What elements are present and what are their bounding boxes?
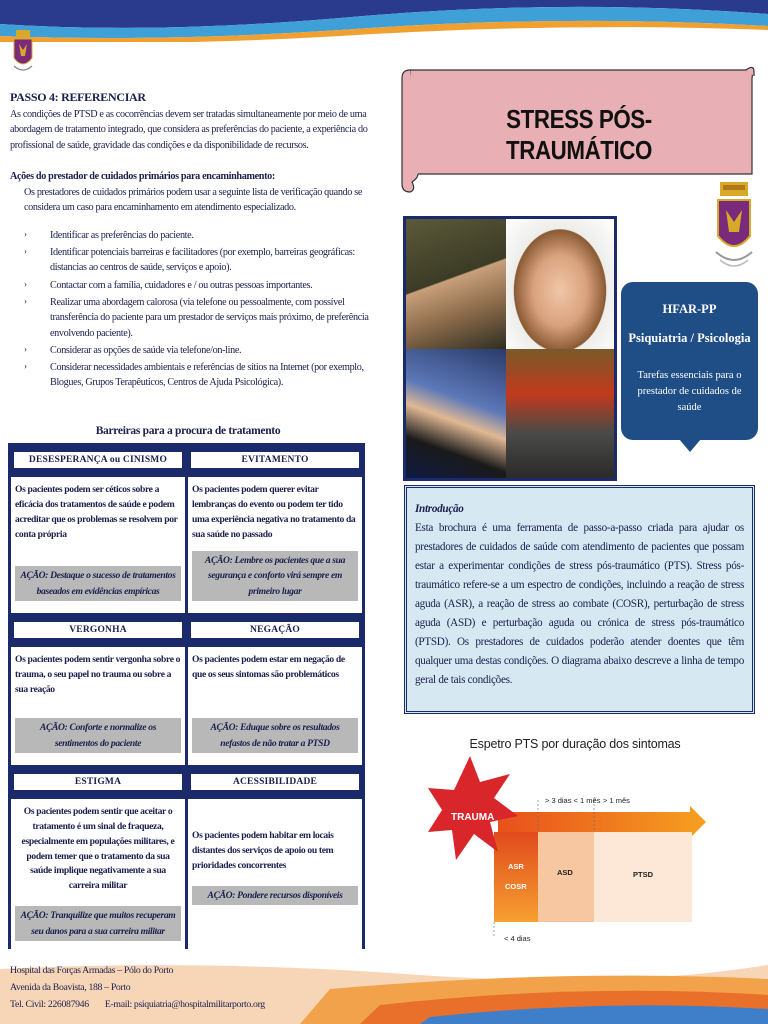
list-item: › Contactar com a família, cuidadores e / ou outras pessoas importantes.: [24, 278, 313, 291]
barrier-action: AÇÃO: Lembre os pacientes que a sua segurança e conforto virá sempre em primeiro lugar: [192, 551, 358, 601]
barrier-cell: [11, 647, 185, 765]
diagram-title: Espetro PTS por duração dos sintomas: [469, 737, 681, 751]
barrier-header: ESTIGMA: [11, 765, 185, 799]
actions-heading: Ações do prestador de cuidados primários para encaminhamento:: [10, 170, 275, 182]
badge-description: Tarefas essenciais para o prestador de cuidados de saúde: [637, 370, 742, 413]
chevron-right-icon: ›: [24, 228, 27, 239]
badge-title: HFAR-PP: [662, 302, 717, 316]
footer-contact: [10, 962, 370, 1013]
barrier-cell: [188, 799, 362, 953]
list-item: › Considerar necessidades ambientais e referências de sítios na Internet (por exemplo, Blogues, Grupos Terapêuticos, Centros de Ajuda Psicológica).: [24, 361, 364, 389]
hospital-crest-large-icon: [714, 182, 754, 274]
chevron-right-icon: ›: [24, 246, 27, 257]
footer-phone: Tel. Civil: 226087946: [10, 999, 89, 1011]
chevron-right-icon: ›: [24, 343, 27, 354]
ptsd-label: PTSD: [633, 870, 654, 879]
barrier-cell: [188, 477, 362, 613]
label-1-month: > 1 mês: [603, 796, 630, 805]
pts-spectrum-diagram: [428, 756, 708, 946]
barrier-cell: [188, 647, 362, 765]
list-item: › Considerar as opções de saúde via telefone/on-line.: [24, 343, 242, 356]
chevron-right-icon: ›: [24, 295, 27, 306]
barrier-header: EVITAMENTO: [188, 443, 362, 477]
asd-box: [538, 832, 594, 922]
department-badge: [621, 282, 758, 440]
referral-section: [10, 88, 370, 393]
intro-heading: Introdução: [415, 503, 464, 515]
soldier-photo: [406, 219, 506, 349]
actions-intro: Os prestadores de cuidados primários podem usar a seguinte lista de verificação quando se considera um caso para encaminhamento em atendimento especializado.: [24, 187, 363, 214]
barrier-header: NEGAÇÃO: [188, 613, 362, 647]
barrier-header: VERGONHA: [11, 613, 185, 647]
footer-email[interactable]: E-mail: psiquiatria@hospitalmilitarporto.org: [104, 999, 265, 1011]
chevron-right-icon: ›: [24, 361, 27, 372]
barrier-text: Os pacientes podem querer evitar lembranças do evento ou podem ter tido uma experiência negativa no tratamento da sua saúde no passado: [192, 484, 356, 540]
label-4-days: < 4 dias: [504, 934, 531, 943]
asr-label: ASR: [508, 862, 524, 871]
barrier-header: ACESSIBILIDADE: [188, 765, 362, 799]
accident-scene-photo: [506, 349, 614, 478]
step-heading: PASSO 4: REFERENCIAR: [10, 90, 146, 104]
barrier-text: Os pacientes podem habitar em locais distantes dos serviços de apoio ou tem prioridades concorrentes: [192, 830, 334, 871]
asr-box: [494, 832, 538, 922]
barrier-text: Os pacientes podem sentir que aceitar o tratamento é um sinal de fraqueza, especialmente em populações militares, e podem temer que o tratamento da sua saúde implique negativamente a sua carreira militar: [21, 806, 175, 892]
footer-address: Avenida da Boavista, 188 – Porto: [10, 982, 131, 994]
label-3-days: > 3 dias < 1 mês: [545, 796, 601, 805]
step-text: As condições de PTSD e as cocorrências devem ser tratadas simultaneamente por meio de uma abordagem de tratamento integrado, que considera as preferências do paciente, a experiência do profissional de saúde, gravidade das condições e da disponibilidade de recursos.: [10, 109, 368, 151]
barrier-cell: [11, 477, 185, 613]
barrier-text: Os pacientes podem estar em negação de que os seus sintomas são problemáticos: [192, 654, 345, 680]
barrier-text: Os pacientes podem ser céticos sobre a eficácia dos tratamentos de saúde e podem acreditar que os problemas se resolvem por conta própria: [15, 484, 178, 540]
trauma-label: TRAUMA: [451, 812, 495, 823]
barrier-action: AÇÃO: Tranquilize que muitos recuperam seu danos para a sua carreira militar: [15, 906, 181, 941]
barrier-text: Os pacientes podem sentir vergonha sobre o trauma, o seu papel no trauma ou sobre a sua reação: [15, 654, 181, 695]
cosr-label: COSR: [505, 882, 527, 891]
asd-label: ASD: [557, 868, 573, 877]
barrier-header: DESESPERANÇA ou CINISMO: [11, 443, 185, 477]
chevron-right-icon: ›: [24, 278, 27, 289]
barrier-action: AÇÃO: Destaque o sucesso de tratamentos baseados em evidências empíricas: [15, 566, 181, 601]
barrier-cell: [11, 799, 185, 953]
top-wave-banner: [0, 0, 768, 42]
barriers-grid: [8, 443, 365, 949]
barriers-title: Barreiras para a procura de tratamento: [95, 425, 281, 437]
barrier-action: AÇÃO: Pondere recursos disponíveis: [192, 886, 358, 905]
barrier-action: AÇÃO: Conforte e normalize os sentimentos do paciente: [15, 718, 181, 753]
hospital-crest-icon: [12, 30, 34, 76]
badge-subtitle: Psiquiatria / Psicologia: [628, 331, 751, 345]
list-item: › Identificar as preferências do paciente.: [24, 228, 194, 241]
introduction-box: [404, 485, 755, 714]
page-title: STRESS PÓS-TRAUMÁTICO: [505, 104, 652, 165]
barrier-action: AÇÃO: Eduque sobre os resultados nefastos de não tratar a PTSD: [192, 718, 358, 753]
photo-collage: [403, 216, 617, 481]
distressed-woman-photo: [506, 219, 614, 349]
police-officer-photo: [406, 349, 506, 478]
list-item: › Realizar uma abordagem calorosa (via telefone ou pessoalmente, com possível transferência do paciente para um prestador de serviços mais próximo, de preferência envolvendo paciente).: [24, 295, 369, 339]
intro-body: Esta brochura é uma ferramenta de passo-a-passo criada para ajudar os prestadores de cuidados de saúde com atendimento de pacientes que possam estar a experimentar condições de stress pós-traumático (PTS). Stress pós-traumático refere-se a um espectro de condições, incluindo a reação de stress aguda (ASR), a reação de stress ao combate (COSR), perturbação de stress aguda (ASD) e perturbação aguda ou crónica de stress pós-traumático (PTSD). Os prestadores de cuidados poderão atender doentes que têm qualquer uma destas condições. O diagrama abaixo descreve a linha de tempo geral de tais condições.: [415, 522, 744, 687]
list-item: › Identificar potenciais barreiras e facilitadores (por exemplo, barreiras geográficas: distancias ao centros de saúde, serviços e apoio).: [24, 246, 355, 274]
referral-checklist: [10, 228, 370, 391]
footer-hospital: Hospital das Forças Armadas – Pólo do Porto: [10, 965, 174, 976]
